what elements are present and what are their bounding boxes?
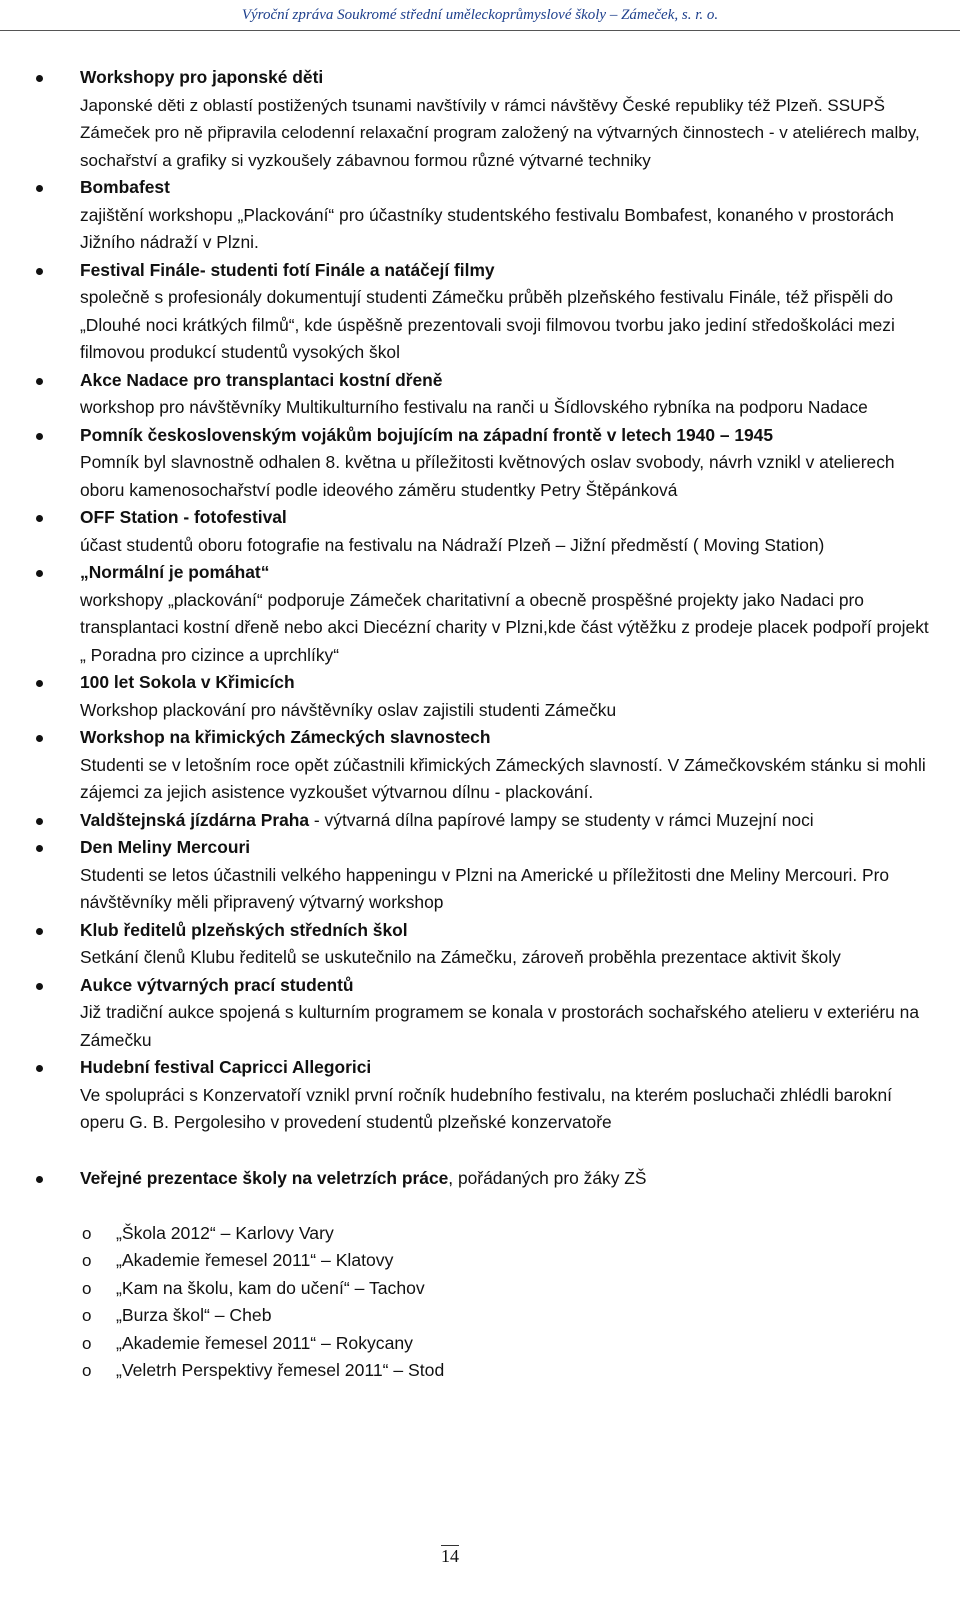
item-inline-text: , pořádaných pro žáky ZŠ (448, 1167, 647, 1188)
item-title: Hudební festival Capricci Allegorici (80, 1057, 372, 1077)
event-list (36, 64, 934, 1192)
item-title: Aukce výtvarných prací studentů (80, 974, 354, 995)
list-item-fairs (36, 1165, 934, 1193)
sublist-item-text: „Akademie řemesel 2011“ – Rokycany (116, 1332, 413, 1353)
item-description: zajištění workshopu „Plackování“ pro účastníky studentského festivalu Bombafest, konaného v prostorách Jižního nádraží v Plzni. (80, 204, 894, 252)
document-title: Výroční zpráva Soukromé střední uměleckoprůmyslové školy – Zámeček, s. r. o. (241, 7, 719, 23)
sublist-item (36, 1220, 934, 1247)
item-title: Bombafest (80, 177, 170, 197)
item-description: Již tradiční aukce spojená s kulturním programem se konala v prostorách sochařského atelieru v exteriéru na Zámečku (80, 1002, 920, 1050)
bullet-icon (36, 515, 43, 522)
list-item (36, 257, 934, 367)
document-body (36, 64, 934, 1384)
item-title: Klub ředitelů plzeňských středních škol (80, 919, 408, 940)
item-title: Den Meliny Mercouri (80, 837, 251, 857)
sublist-item (36, 1357, 934, 1384)
bullet-icon (36, 378, 43, 385)
item-description: Studenti se letos účastnili velkého happeningu v Plzni na Americké u příležitosti dne Meliny Mercouri. Pro návštěvníky měli připravený výtvarný workshop (80, 864, 890, 912)
circle-bullet-icon: o (82, 1306, 92, 1326)
list-item (36, 669, 934, 724)
circle-bullet-icon: o (82, 1251, 92, 1271)
item-title: „Normální je pomáhat“ (80, 562, 270, 582)
item-inline-text: - výtvarná dílna papírové lampy se studenty v rámci Muzejní noci (309, 809, 814, 830)
item-description: Ve spolupráci s Konzervatoří vznikl první ročník hudebního festivalu, na kterém posluchači zhlédli barokní operu G. B. Pergolesiho v provedení studentů plzeňské konzervatoře (80, 1084, 892, 1132)
item-title: Festival Finále- studenti fotí Finále a natáčejí filmy (80, 259, 495, 280)
bullet-icon (36, 1065, 43, 1072)
list-item (36, 917, 934, 972)
list-item (36, 724, 934, 807)
bullet-icon (36, 680, 43, 687)
item-description: workshopy „plackování“ podporuje Zámeček charitativní a obecně prospěšné projekty jako Nadaci pro transplantaci kostní dřeně nebo akci Diecézní charity v Plzni,kde část výtěžku z prodeje placek podpoří projekt „ Poradna pro cizince a uprchlíky“ (80, 589, 929, 665)
item-title: Pomník československým vojákům bojujícím na západní frontě v letech 1940 – 1945 (80, 424, 774, 445)
fairs-sublist (36, 1220, 934, 1384)
bullet-icon (36, 268, 43, 275)
bullet-icon (36, 185, 43, 192)
bullet-icon (36, 433, 43, 440)
bullet-icon (36, 735, 43, 742)
sublist-item-text: „Akademie řemesel 2011“ – Klatovy (116, 1250, 394, 1271)
page-number-text: 14 (441, 1546, 459, 1566)
item-description: společně s profesionály dokumentují studenti Zámečku průběh plzeňského festivalu Finále, též přispěli do „Dlouhé noci krátkých filmů“, kde úspěšně prezentovali svoji filmovou tvorbu jako jediní středoškoláci mezi filmovou produkcí studentů vysokých škol (80, 287, 895, 362)
item-description: účast studentů oboru fotografie na festivalu na Nádraží Plzeň – Jižní předměstí ( Moving Station) (80, 534, 825, 555)
bullet-icon (36, 570, 43, 577)
bullet-icon (36, 1176, 43, 1183)
bullet-icon (36, 845, 43, 852)
item-title: 100 let Sokola v Křimicích (80, 672, 295, 692)
item-title: Veřejné prezentace školy na veletrzích práce (80, 1167, 449, 1188)
item-description: Japonské děti z oblastí postižených tsunami navštívily v rámci návštěvy České republiky též Plzeň. SSUPŠ Zámeček pro ně připravila celodenní relaxační program založený na výtvarných činnostech - v ateliérech malby, sochařství a grafiky si vyzkoušely zábavnou formou různé výtvarné techniky (80, 95, 920, 170)
item-title: Workshop na křimických Zámeckých slavnostech (80, 727, 491, 747)
sublist-item-text: „Kam na školu, kam do učení“ – Tachov (116, 1277, 425, 1298)
circle-bullet-icon: o (82, 1333, 92, 1353)
page-header (0, 0, 960, 31)
list-item (36, 972, 934, 1055)
list-item (36, 367, 934, 422)
item-description: Workshop plackování pro návštěvníky oslav zajistili studenti Zámečku (80, 699, 617, 720)
sublist-item (36, 1275, 934, 1302)
list-item (36, 504, 934, 559)
item-title: OFF Station - fotofestival (80, 507, 287, 527)
list-item (36, 422, 934, 505)
item-description: Setkání členů Klubu ředitelů se uskutečnilo na Zámečku, zároveň proběhla prezentace aktivit školy (80, 947, 841, 967)
sublist-item-text: „Burza škol“ – Cheb (116, 1305, 272, 1326)
list-item (36, 64, 934, 174)
list-item (36, 174, 934, 257)
list-item (36, 834, 934, 917)
sublist-item-text: „Veletrh Perspektivy řemesel 2011“ – Stod (116, 1360, 445, 1381)
list-item (36, 1054, 934, 1137)
sublist-item (36, 1330, 934, 1357)
circle-bullet-icon: o (82, 1361, 92, 1381)
bullet-icon (36, 818, 43, 825)
bullet-icon (36, 75, 43, 82)
list-item (36, 559, 934, 669)
item-title: Workshopy pro japonské děti (80, 67, 324, 87)
item-description: workshop pro návštěvníky Multikulturního festivalu na ranči u Šídlovského rybníka na podporu Nadace (80, 397, 868, 417)
item-title: Akce Nadace pro transplantaci kostní dřeně (80, 369, 443, 390)
list-item (36, 807, 934, 835)
item-description: Studenti se v letošním roce opět zúčastnili křimických Zámeckých slavností. V Zámečkovském stánku si mohli zájemci za jejich asistence vyzkoušet výtvarnou dílnu - plackování. (80, 754, 926, 802)
bullet-icon (36, 983, 43, 990)
item-description: Pomník byl slavnostně odhalen 8. května u příležitosti květnových oslav svobody, návrh vznikl v atelierech oboru kamenosochařství podle ideového záměru studentky Petry Štěpánková (80, 452, 895, 500)
circle-bullet-icon: o (82, 1224, 92, 1243)
circle-bullet-icon: o (82, 1278, 92, 1298)
sublist-item-text: „Škola 2012“ – Karlovy Vary (116, 1223, 334, 1243)
sublist-item (36, 1302, 934, 1329)
page-number (0, 1545, 960, 1567)
bullet-icon (36, 928, 43, 935)
item-title: Valdštejnská jízdárna Praha (80, 809, 310, 830)
sublist-item (36, 1247, 934, 1274)
